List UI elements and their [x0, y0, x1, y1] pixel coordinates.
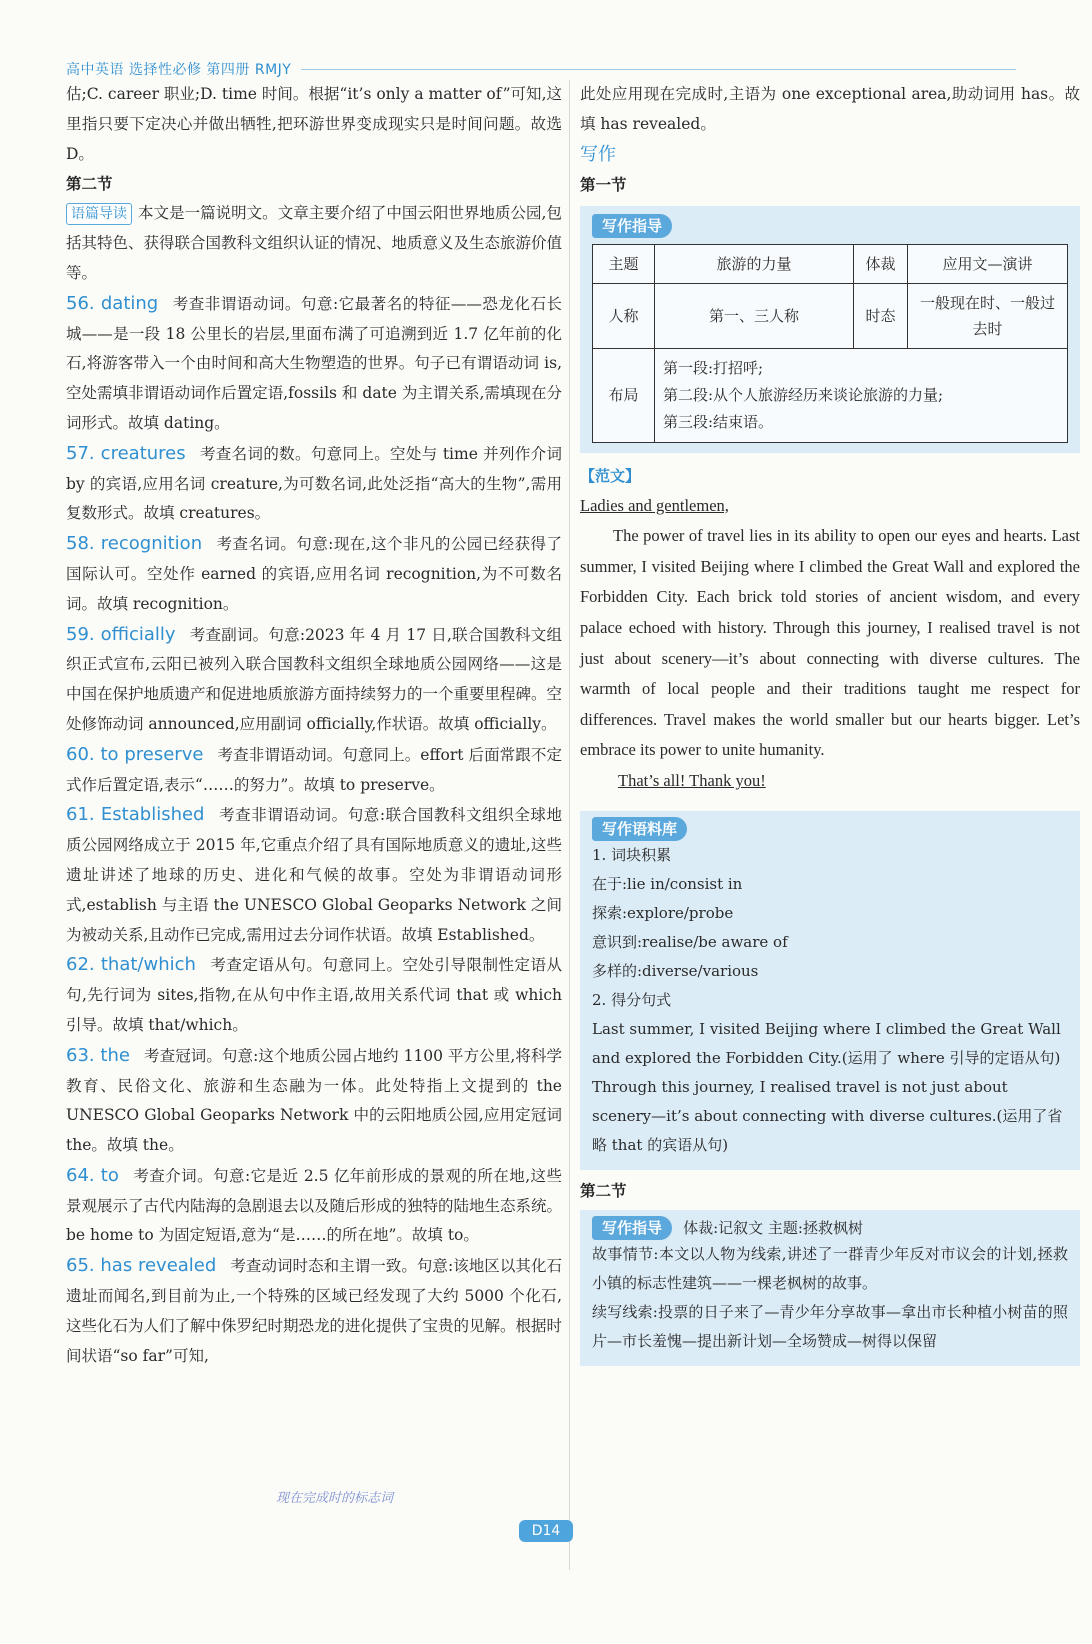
writing-corpus-label: 写作语料库: [592, 817, 687, 841]
table-row: [593, 244, 1068, 283]
layout-line: 第一段:打招呼;: [663, 358, 764, 377]
writing-guide-table: [592, 244, 1068, 443]
reading-guide-tag: 语篇导读: [66, 203, 132, 225]
answer-key: 56. dating: [66, 292, 159, 314]
corpus-line: 2. 得分句式: [592, 990, 672, 1009]
corpus-line: Through this journey, I realised travel is not just about scenery—it’s about connecting with diverse cultures.(运用了省略 that 的宾语从句): [592, 1077, 1063, 1154]
answer-key: 64. to: [66, 1164, 119, 1186]
table-row: [593, 283, 1068, 348]
right-column: [580, 80, 1080, 1366]
answer-explanation: 考查介词。句意:它是近 2.5 亿年前形成的景观的所在地,这些景观展示了古代内陆海的急剧退去以及随后形成的独特的陆地生态系统。be home to 为固定短语,意为“是……的所在地”。故填 to。: [66, 1166, 563, 1245]
answer-item: [66, 1041, 562, 1161]
corpus-line: 探索:explore/probe: [592, 903, 734, 922]
answer-key: 57. creatures: [66, 442, 186, 464]
answer-explanation: 考查非谓语动词。句意同上。effort 后面常跟不定式作后置定语,表示“……的努力”。故填 to preserve。: [66, 745, 562, 794]
answer-item: [66, 439, 562, 529]
section-heading-1: 第一节: [580, 175, 627, 194]
layout-line: 第三段:结束语。: [663, 412, 774, 431]
table-cell: 应用文—演讲: [908, 244, 1068, 283]
answer-item: [66, 950, 562, 1040]
answer-item: [66, 289, 562, 439]
reading-guide-text: 本文是一篇说明文。文章主要介绍了中国云阳世界地质公园,包括其特色、获得联合国教科文组织认证的情况、地质意义及生态旅游价值等。: [66, 204, 563, 282]
column-divider: [569, 80, 570, 1570]
answer-explanation: 考查副词。句意:2023 年 4 月 17 日,联合国教科文组织正式宣布,云阳已被列入联合国教科文组织全球地质公园网络——这是中国在保护地质遗产和促进地质旅游方面持续努力的一个重要里程碑。空处修饰动词 announced,应用副词 officially,作状语。故填 officially。: [66, 625, 563, 733]
corpus-line: 1. 词块积累: [592, 845, 672, 864]
writing-guide-2-label: 写作指导: [592, 1216, 672, 1240]
answer-key: 62. that/which: [66, 954, 196, 976]
header-title: 高中英语 选择性必修 第四册 RMJY: [66, 62, 292, 78]
corpus-line: 意识到:realise/be aware of: [592, 932, 788, 951]
model-essay-label: 【范文】: [580, 466, 641, 485]
answer-explanation: 考查冠词。句意:这个地质公园占地约 1100 平方公里,将科学教育、民俗文化、旅游和生态融为一体。此处特指上文提到的 the UNESCO Global Geoparks Network 中的云阳地质公园,应用定冠词 the。故填 the。: [66, 1046, 562, 1155]
continued-explanation: 此处应用现在完成时,主语为 one exceptional area,助动词用 has。故填 has revealed。: [580, 85, 1080, 133]
header-rule: [301, 69, 1016, 70]
writing-corpus-box: [580, 811, 1080, 1170]
essay-closing: [580, 766, 1080, 797]
layout-line: 第二段:从个人旅游经历来谈论旅游的力量;: [663, 385, 944, 404]
guide2-line: 故事情节:本文以人物为线索,讲述了一群青少年反对市议会的计划,拯救小镇的标志性建筑——一棵老枫树的故事。: [592, 1244, 1068, 1292]
corpus-line: Last summer, I visited Beijing where I climbed the Great Wall and explored the Forbidden City.(运用了 where 引导的定语从句): [592, 1019, 1061, 1067]
corpus-line: 在于:lie in/consist in: [592, 874, 743, 893]
answer-key: 65. has revealed: [66, 1255, 217, 1277]
answer-explanation: 考查定语从句。句意同上。空处引导限制性定语从句,先行词为 sites,指物,在从句中作主语,故用关系代词 that 或 which 引导。故填 that/which。: [66, 956, 562, 1034]
writing-guide-box: [580, 206, 1080, 453]
answer-key: 63. the: [66, 1044, 130, 1066]
left-column: [66, 80, 562, 1371]
section-heading-2: 第二节: [66, 175, 113, 194]
answer-explanation: 考查名词。句意:现在,这个非凡的公园已经获得了国际认可。空处作 earned 的宾语,应用名词 recognition,为不可数名词。故填 recognition。: [66, 535, 563, 613]
answer-explanation: 考查名词的数。句意同上。空处与 time 并列作介词 by 的宾语,应用名词 creature,为可数名词,此处泛指“高大的生物”,需用复数形式。故填 creatures。: [66, 444, 562, 523]
table-cell: 主题: [593, 244, 655, 283]
answer-item: [66, 529, 562, 619]
answer-explanation: 考查非谓语动词。句意:联合国教科文组织全球地质公园网络成立于 2015 年,它重点介绍了具有国际地质意义的遗址,这些遗址讲述了地球的历史、进化和气候的故事。空处为非谓语动词形式,establish 与主语 the UNESCO Global Geoparks Network 之间为被动关系,且动作已完成,需用过去分词作状语。故填 Established。: [66, 806, 562, 944]
table-cell: 旅游的力量: [655, 244, 854, 283]
essay-greeting: Ladies and gentlemen,: [580, 495, 729, 515]
reading-guide: [66, 199, 562, 288]
answer-key: 58. recognition: [66, 533, 203, 555]
answer-item: [66, 1251, 562, 1371]
table-row: [593, 348, 1068, 442]
guide2-header: [592, 1216, 1068, 1240]
table-cell: 体裁: [854, 244, 908, 283]
essay-body: The power of travel lies in its ability to open our eyes and hearts. Last summer, I visited Beijing where I climbed the Great Wall and explored the Forbidden City. Each brick told stories of ancient wisdom, and every palace echoed with history. Through this journey, I realised travel is not just about scenery—it’s about connecting with diverse cultures. The warmth of local people and their traditions taught me respect for differences. Travel makes the world smaller but our hearts bigger. Let’s embrace its power to unite humanity.: [580, 526, 1080, 760]
intro-paragraph: 估;C. career 职业;D. time 时间。根据“it’s only a matter of”可知,这里指只要下定决心并做出牺牲,把环游世界变成现实只是时间问题。故选 D。: [66, 85, 562, 163]
writing-guide-2-box: [580, 1210, 1080, 1366]
answer-explanation: 考查动词时态和主谓一致。句意:该地区以其化石遗址而闻名,到目前为止,一个特殊的区域已经发现了大约 5000 个化石,这些化石为人们了解中侏罗纪时期恐龙的进化提供了宝贵的见解。根据时间状语“so far”可知,: [66, 1257, 563, 1365]
layout-cell: [655, 348, 1068, 442]
page-number: D14: [519, 1520, 573, 1542]
table-cell: 时态: [854, 283, 908, 348]
guide2-line: 续写线索:投票的日子来了—青少年分享故事—拿出市长种植小树苗的照片—市长羞愧—提出新计划—全场赞成—树得以保留: [592, 1302, 1068, 1350]
table-cell: 第一、三人称: [655, 283, 854, 348]
handwritten-note: 现在完成时的标志词: [276, 1491, 394, 1506]
essay-closing-text: That’s all! Thank you!: [618, 770, 766, 790]
corpus-line: 多样的:diverse/various: [592, 961, 759, 980]
table-cell: 布局: [593, 348, 655, 442]
running-header: [66, 58, 1016, 80]
answer-item: [66, 740, 562, 801]
table-cell: 一般现在时、一般过去时: [908, 283, 1068, 348]
answer-item: [66, 1161, 562, 1251]
answer-item: [66, 620, 562, 740]
writing-guide-label: 写作指导: [592, 214, 672, 238]
answer-item: [66, 800, 562, 950]
answer-key: 61. Established: [66, 804, 205, 826]
table-cell: 人称: [593, 283, 655, 348]
answer-key: 60. to preserve: [66, 743, 204, 765]
answer-explanation: 考查非谓语动词。句意:它最著名的特征——恐龙化石长城——是一段 18 公里长的岩层,里面布满了可追溯到近 1.7 亿年前的化石,将游客带入一个由时间和高大生物塑造的世界。句子已有谓语动词 is,空处需填非谓语动词作后置定语,fossils 和 date 为主谓关系,需填现在分词形式。故填 dating。: [66, 294, 562, 432]
guide2-meta: 体裁:记叙文 主题:拯救枫树: [683, 1218, 863, 1237]
section-heading-2b: 第二节: [580, 1181, 627, 1200]
answer-key: 59. officially: [66, 623, 176, 645]
writing-heading: 写作: [580, 143, 616, 165]
